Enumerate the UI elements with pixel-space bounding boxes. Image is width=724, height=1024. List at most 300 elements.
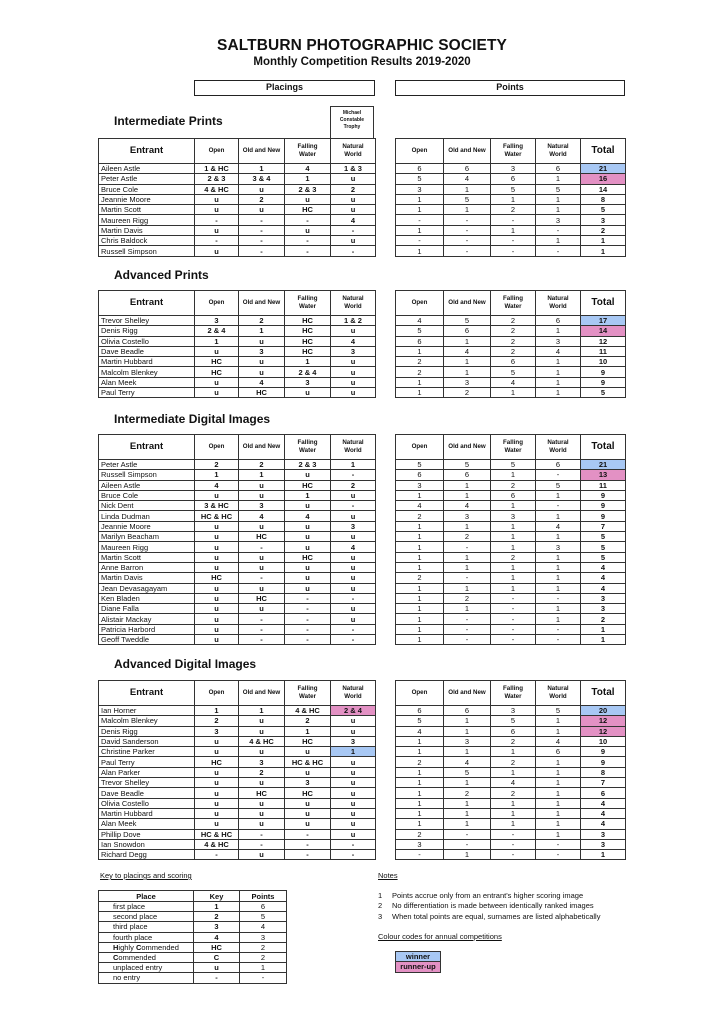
header-old-and-new: Old and New <box>239 291 285 316</box>
points-old-and-new: 3 <box>444 736 491 746</box>
placing-natural-world: u <box>331 367 376 377</box>
points-open: 4 <box>396 501 444 511</box>
points-falling-water: 1 <box>491 501 536 511</box>
points-old-and-new: - <box>444 236 491 246</box>
placing-falling-water: - <box>285 593 331 603</box>
placing-old-and-new: u <box>239 747 285 757</box>
placing-old-and-new: - <box>239 614 285 624</box>
header-line: Natural <box>342 295 364 302</box>
points-old-and-new: - <box>444 573 491 583</box>
points-table-intermediate-prints <box>395 138 626 257</box>
placing-natural-world: u <box>331 236 376 246</box>
points-total: 11 <box>581 480 626 490</box>
points-old-and-new: 1 <box>444 480 491 490</box>
points-old-and-new: 5 <box>444 460 491 470</box>
key-points: 5 <box>240 912 287 922</box>
entrant-name: Olivia Costello <box>99 336 195 346</box>
points-falling-water: 2 <box>491 757 536 767</box>
points-total: 10 <box>581 357 626 367</box>
table-row <box>396 788 626 798</box>
header-line: Falling <box>503 439 523 446</box>
header-old-and-new: Old and New <box>239 139 285 164</box>
placing-open: 2 <box>195 460 239 470</box>
key-place: no entry <box>99 973 194 983</box>
points-total: 9 <box>581 377 626 387</box>
key-place: first place <box>99 902 194 912</box>
points-open: 3 <box>396 480 444 490</box>
table-row <box>396 706 626 716</box>
points-open: 1 <box>396 788 444 798</box>
placing-falling-water: HC <box>285 736 331 746</box>
table-row <box>396 635 626 645</box>
entrant-name: Maureen Rigg <box>99 542 195 552</box>
placings-table-intermediate-prints <box>98 138 376 257</box>
table-row <box>99 839 376 849</box>
placing-natural-world: u <box>331 819 376 829</box>
table-row <box>396 767 626 777</box>
note-item <box>378 891 600 901</box>
points-old-and-new: 6 <box>444 706 491 716</box>
placing-open: u <box>195 532 239 542</box>
table-row <box>99 501 376 511</box>
placing-open: u <box>195 593 239 603</box>
points-falling-water: - <box>491 635 536 645</box>
points-natural-world: 1 <box>536 377 581 387</box>
key-row <box>99 932 287 942</box>
points-old-and-new: - <box>444 215 491 225</box>
table-row <box>99 573 376 583</box>
table-row <box>396 316 626 326</box>
key-row <box>99 963 287 973</box>
placing-natural-world: 2 & 4 <box>331 706 376 716</box>
points-old-and-new: 1 <box>444 747 491 757</box>
placing-open: 1 <box>195 470 239 480</box>
placing-falling-water: 1 <box>285 174 331 184</box>
placing-open: 4 & HC <box>195 184 239 194</box>
entrant-name: Olivia Costello <box>99 798 195 808</box>
points-open: 1 <box>396 532 444 542</box>
key-points: 2 <box>240 942 287 952</box>
placing-open: HC & HC <box>195 829 239 839</box>
placing-old-and-new: u <box>239 716 285 726</box>
points-open: 1 <box>396 552 444 562</box>
points-old-and-new: 2 <box>444 388 491 398</box>
placing-open: - <box>195 236 239 246</box>
points-natural-world: 3 <box>536 215 581 225</box>
legend-winner: winner <box>396 952 440 962</box>
points-falling-water: - <box>491 604 536 614</box>
points-natural-world: 1 <box>536 236 581 246</box>
points-total: 9 <box>581 747 626 757</box>
header-line: Falling <box>503 295 523 302</box>
placing-old-and-new: - <box>239 573 285 583</box>
placing-open: - <box>195 850 239 860</box>
table-row <box>99 808 376 818</box>
points-open: 2 <box>396 757 444 767</box>
points-falling-water: 1 <box>491 747 536 757</box>
points-natural-world: 1 <box>536 511 581 521</box>
points-open: 1 <box>396 521 444 531</box>
header-line: Water <box>299 151 316 158</box>
placing-open: 2 & 3 <box>195 174 239 184</box>
table-row <box>99 388 376 398</box>
points-open: 1 <box>396 225 444 235</box>
table-row <box>396 850 626 860</box>
points-old-and-new: 1 <box>444 521 491 531</box>
entrant-name: David Sanderson <box>99 736 195 746</box>
placing-falling-water: HC <box>285 552 331 562</box>
header-natural-world <box>536 681 581 706</box>
placing-falling-water: 1 <box>285 357 331 367</box>
points-falling-water: - <box>491 839 536 849</box>
placing-falling-water: u <box>285 798 331 808</box>
header-falling-water <box>491 139 536 164</box>
placing-old-and-new: 3 & 4 <box>239 174 285 184</box>
placing-open: u <box>195 819 239 829</box>
entrant-name: Jeannie Moore <box>99 521 195 531</box>
placing-old-and-new: u <box>239 357 285 367</box>
key-header-place: Place <box>99 891 194 902</box>
header-line: World <box>344 151 362 158</box>
placing-natural-world: - <box>331 501 376 511</box>
points-total: 10 <box>581 736 626 746</box>
points-natural-world: 1 <box>536 490 581 500</box>
points-total: 5 <box>581 388 626 398</box>
table-row <box>396 716 626 726</box>
points-open: 3 <box>396 839 444 849</box>
points-old-and-new: - <box>444 542 491 552</box>
placings-band: Placings <box>194 80 375 96</box>
points-falling-water: - <box>491 829 536 839</box>
points-old-and-new: 1 <box>444 490 491 500</box>
points-natural-world: 5 <box>536 184 581 194</box>
header-falling-water <box>285 139 331 164</box>
entrant-name: Maureen Rigg <box>99 215 195 225</box>
points-old-and-new: 1 <box>444 726 491 736</box>
points-natural-world: 4 <box>536 521 581 531</box>
table-row <box>99 716 376 726</box>
points-falling-water: 2 <box>491 480 536 490</box>
entrant-name: Richard Degg <box>99 850 195 860</box>
placing-open: u <box>195 624 239 634</box>
entrant-name: Bruce Cole <box>99 490 195 500</box>
points-total: 4 <box>581 583 626 593</box>
header-open: Open <box>396 681 444 706</box>
entrant-name: Geoff Tweddle <box>99 635 195 645</box>
table-row <box>396 624 626 634</box>
placing-natural-world: 1 <box>331 460 376 470</box>
points-falling-water: 2 <box>491 316 536 326</box>
header-old-and-new: Old and New <box>444 291 491 316</box>
points-total: 9 <box>581 757 626 767</box>
points-open: 5 <box>396 326 444 336</box>
section-title-intermediate-digital-images: Intermediate Digital Images <box>114 412 271 426</box>
key-points: 1 <box>240 963 287 973</box>
table-row <box>99 604 376 614</box>
placing-open: 3 <box>195 726 239 736</box>
placing-old-and-new: - <box>239 215 285 225</box>
points-old-and-new: 5 <box>444 316 491 326</box>
note-item <box>378 912 600 922</box>
placing-natural-world: - <box>331 470 376 480</box>
points-open: 1 <box>396 490 444 500</box>
key-code: 4 <box>194 932 240 942</box>
points-open: 6 <box>396 336 444 346</box>
table-row <box>99 460 376 470</box>
header-old-and-new: Old and New <box>444 435 491 460</box>
points-total: 3 <box>581 215 626 225</box>
header-total: Total <box>581 291 626 316</box>
placing-falling-water: u <box>285 583 331 593</box>
header-falling-water <box>285 435 331 460</box>
table-row <box>396 377 626 387</box>
key-row <box>99 952 287 962</box>
header-line: World <box>549 151 567 158</box>
key-code: HC <box>194 942 240 952</box>
table-row <box>99 583 376 593</box>
header-falling-water <box>285 291 331 316</box>
placing-open: - <box>195 215 239 225</box>
points-falling-water: - <box>491 246 536 256</box>
points-falling-water: 2 <box>491 736 536 746</box>
placing-open: HC & HC <box>195 511 239 521</box>
header-natural-world <box>536 291 581 316</box>
placing-old-and-new: 1 <box>239 706 285 716</box>
points-old-and-new: - <box>444 225 491 235</box>
placing-old-and-new: 3 <box>239 757 285 767</box>
placing-old-and-new: 3 <box>239 501 285 511</box>
placing-natural-world: - <box>331 593 376 603</box>
points-total: 13 <box>581 470 626 480</box>
points-falling-water: 1 <box>491 194 536 204</box>
points-total: 17 <box>581 316 626 326</box>
points-natural-world: 3 <box>536 542 581 552</box>
header-line: Water <box>299 693 316 700</box>
placing-open: u <box>195 552 239 562</box>
points-falling-water: 2 <box>491 346 536 356</box>
points-falling-water: 1 <box>491 225 536 235</box>
table-row <box>99 552 376 562</box>
points-total: 4 <box>581 573 626 583</box>
table-row <box>396 573 626 583</box>
placing-falling-water: - <box>285 215 331 225</box>
table-row <box>99 706 376 716</box>
key-header-key: Key <box>194 891 240 902</box>
placing-falling-water: u <box>285 542 331 552</box>
points-natural-world: 1 <box>536 716 581 726</box>
points-open: 1 <box>396 562 444 572</box>
table-row <box>396 726 626 736</box>
placing-falling-water: HC <box>285 205 331 215</box>
placing-old-and-new: 2 <box>239 194 285 204</box>
points-open: 5 <box>396 460 444 470</box>
entrant-name: Alistair Mackay <box>99 614 195 624</box>
table-row <box>396 174 626 184</box>
points-old-and-new: 1 <box>444 798 491 808</box>
table-row <box>99 164 376 174</box>
points-natural-world: 4 <box>536 736 581 746</box>
points-falling-water: 6 <box>491 357 536 367</box>
placing-open: u <box>195 490 239 500</box>
placings-table-intermediate-digital-images <box>98 434 376 645</box>
points-open: 1 <box>396 747 444 757</box>
placing-natural-world: u <box>331 552 376 562</box>
placing-open: HC <box>195 367 239 377</box>
placing-falling-water: u <box>285 501 331 511</box>
entrant-name: Alan Meek <box>99 377 195 387</box>
entrant-name: Dave Beadle <box>99 788 195 798</box>
points-natural-world: - <box>536 850 581 860</box>
points-natural-world: 1 <box>536 357 581 367</box>
table-row <box>396 778 626 788</box>
points-natural-world: 3 <box>536 336 581 346</box>
table-row <box>396 808 626 818</box>
placing-old-and-new: 3 <box>239 346 285 356</box>
table-row <box>99 367 376 377</box>
table-row <box>396 501 626 511</box>
points-falling-water: 5 <box>491 367 536 377</box>
points-natural-world: 1 <box>536 778 581 788</box>
points-total: 1 <box>581 246 626 256</box>
section-title-advanced-digital-images: Advanced Digital Images <box>114 657 257 671</box>
points-total: 12 <box>581 716 626 726</box>
placing-open: HC <box>195 573 239 583</box>
placing-natural-world: 1 & 2 <box>331 316 376 326</box>
placing-old-and-new: u <box>239 184 285 194</box>
table-row <box>396 532 626 542</box>
points-total: 3 <box>581 829 626 839</box>
placing-natural-world: u <box>331 357 376 367</box>
points-total: 9 <box>581 367 626 377</box>
table-row <box>396 470 626 480</box>
header-line: Falling <box>297 295 318 302</box>
table-row <box>99 829 376 839</box>
placing-old-and-new: 4 & HC <box>239 736 285 746</box>
placing-open: u <box>195 377 239 387</box>
points-total: 1 <box>581 624 626 634</box>
placing-open: u <box>195 388 239 398</box>
entrant-name: Russell Simpson <box>99 470 195 480</box>
table-row <box>99 747 376 757</box>
points-open: 5 <box>396 716 444 726</box>
placing-natural-world: - <box>331 839 376 849</box>
entrant-name: Alan Parker <box>99 767 195 777</box>
points-natural-world: 1 <box>536 367 581 377</box>
placing-natural-world: 4 <box>331 215 376 225</box>
points-open: 6 <box>396 706 444 716</box>
entrant-name: Alan Meek <box>99 819 195 829</box>
table-row <box>396 747 626 757</box>
points-old-and-new: 1 <box>444 583 491 593</box>
points-natural-world: 4 <box>536 346 581 356</box>
points-falling-water: 1 <box>491 573 536 583</box>
placing-open: u <box>195 788 239 798</box>
header-old-and-new: Old and New <box>444 139 491 164</box>
points-natural-world: 1 <box>536 532 581 542</box>
points-open: 1 <box>396 542 444 552</box>
entrant-name: Bruce Cole <box>99 184 195 194</box>
key-code: u <box>194 963 240 973</box>
points-old-and-new: 1 <box>444 808 491 818</box>
placing-open: HC <box>195 757 239 767</box>
points-total: 1 <box>581 850 626 860</box>
entrant-name: Martin Hubbard <box>99 808 195 818</box>
placing-natural-world: u <box>331 778 376 788</box>
points-total: 12 <box>581 726 626 736</box>
placing-old-and-new: u <box>239 552 285 562</box>
key-row <box>99 922 287 932</box>
table-row <box>99 726 376 736</box>
points-open: 2 <box>396 367 444 377</box>
placing-old-and-new: HC <box>239 788 285 798</box>
placing-open: 1 & HC <box>195 164 239 174</box>
header-line: Falling <box>503 685 523 692</box>
placing-falling-water: - <box>285 839 331 849</box>
placing-old-and-new: u <box>239 480 285 490</box>
points-natural-world: 1 <box>536 808 581 818</box>
points-falling-water: 1 <box>491 562 536 572</box>
placing-old-and-new: 4 <box>239 377 285 387</box>
points-falling-water: 1 <box>491 470 536 480</box>
placing-falling-water: - <box>285 850 331 860</box>
placing-natural-world: 4 <box>331 336 376 346</box>
points-open: 1 <box>396 736 444 746</box>
table-row <box>99 205 376 215</box>
placing-open: u <box>195 808 239 818</box>
table-row <box>99 215 376 225</box>
points-falling-water: - <box>491 624 536 634</box>
placing-old-and-new: u <box>239 808 285 818</box>
points-old-and-new: 3 <box>444 511 491 521</box>
table-row <box>396 346 626 356</box>
placing-falling-water: 4 & HC <box>285 706 331 716</box>
table-row <box>99 788 376 798</box>
placing-falling-water: - <box>285 624 331 634</box>
placing-open: u <box>195 767 239 777</box>
placing-natural-world: 3 <box>331 736 376 746</box>
placing-natural-world: u <box>331 174 376 184</box>
header-total: Total <box>581 435 626 460</box>
table-row <box>99 326 376 336</box>
key-code: 2 <box>194 912 240 922</box>
placing-old-and-new: - <box>239 635 285 645</box>
table-row <box>396 460 626 470</box>
header-open: Open <box>195 435 239 460</box>
points-falling-water: 2 <box>491 788 536 798</box>
table-row <box>99 174 376 184</box>
points-total: 5 <box>581 205 626 215</box>
header-line: Falling <box>297 143 318 150</box>
placing-natural-world: 1 & 3 <box>331 164 376 174</box>
placing-falling-water: u <box>285 194 331 204</box>
placing-natural-world: u <box>331 767 376 777</box>
placing-natural-world: - <box>331 850 376 860</box>
entrant-name: Jeannie Moore <box>99 194 195 204</box>
points-total: 8 <box>581 194 626 204</box>
points-natural-world: 1 <box>536 798 581 808</box>
placing-falling-water: 1 <box>285 726 331 736</box>
table-row <box>396 614 626 624</box>
key-points: - <box>240 973 287 983</box>
header-natural-world <box>536 139 581 164</box>
points-open: 1 <box>396 778 444 788</box>
points-falling-water: 5 <box>491 716 536 726</box>
entrant-name: Aileen Astle <box>99 480 195 490</box>
note-number: 3 <box>378 911 383 921</box>
points-open: 6 <box>396 164 444 174</box>
placing-open: 3 <box>195 316 239 326</box>
placing-natural-world: u <box>331 205 376 215</box>
